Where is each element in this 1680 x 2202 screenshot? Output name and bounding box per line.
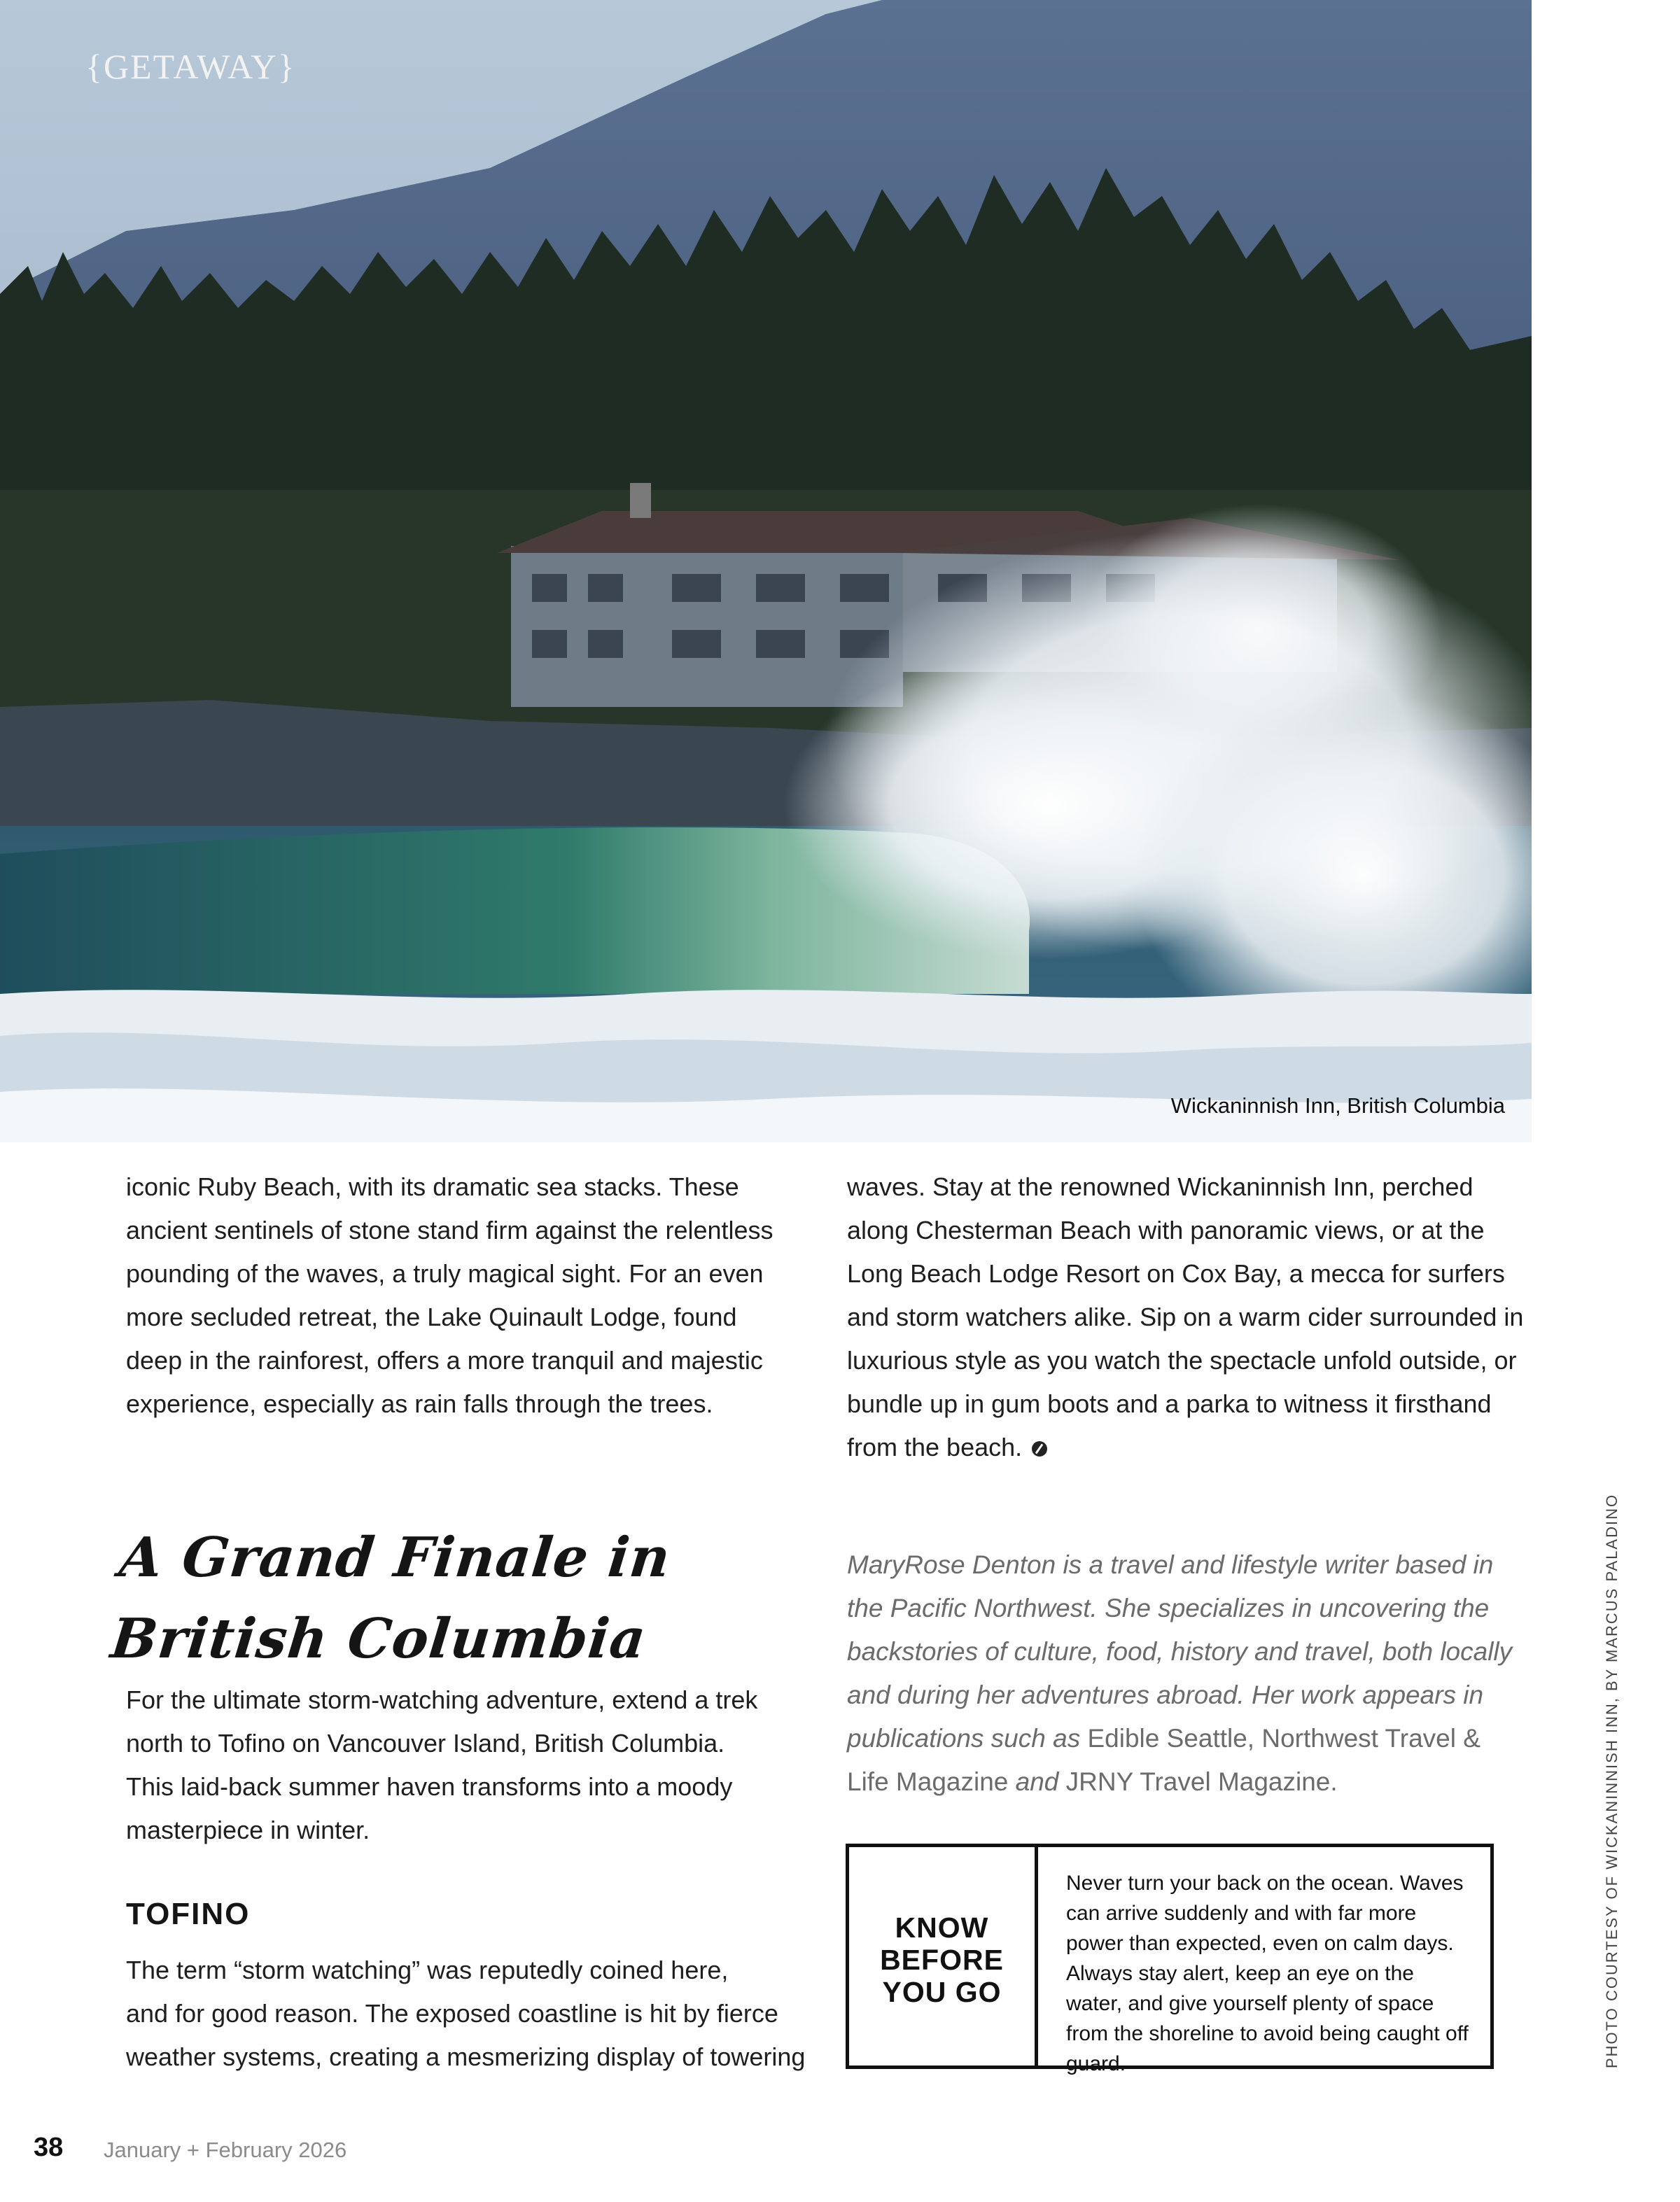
body-line: north to Tofino on Vancouver Island, British Columbia. xyxy=(126,1729,725,1758)
body-line: Long Beach Lodge Resort on Cox Bay, a mecca for surfers xyxy=(847,1259,1505,1288)
tip-box-label-line: YOU GO xyxy=(882,1976,1002,2008)
photo-credit: PHOTO COURTESY OF WICKANINNISH INN, BY MARCUS PALADINO xyxy=(1603,1493,1620,2068)
bio-line xyxy=(847,1630,1533,1674)
bio-line xyxy=(847,1717,1533,1760)
publication-name: JRNY Travel Magazine xyxy=(1065,1767,1331,1796)
body-line: along Chesterman Beach with panoramic views, or at the xyxy=(847,1216,1485,1244)
end-of-article-icon xyxy=(1032,1441,1047,1457)
body-line: pounding of the waves, a truly magical sight. For an even xyxy=(126,1259,764,1288)
section-heading-line: A Grand Finale in xyxy=(116,1526,674,1590)
body-line: more secluded retreat, the Lake Quinault Lodge, found xyxy=(126,1303,737,1331)
tip-box-label-line: KNOW xyxy=(895,1912,989,1944)
know-before-you-go-box xyxy=(846,1844,1494,2075)
body-line: ancient sentinels of stone stand firm against the relentless xyxy=(126,1216,774,1244)
body-line: This laid-back summer haven transforms into a moody xyxy=(126,1772,733,1801)
bio-line xyxy=(847,1543,1533,1587)
bio-text: and during her adventures abroad. Her work appears in xyxy=(847,1681,1484,1709)
photo-caption: Wickaninnish Inn, British Columbia xyxy=(1170,1093,1505,1118)
body-line: experience, especially as rain falls through the trees. xyxy=(126,1389,713,1418)
body-line: waves. Stay at the renowned Wickaninnish Inn, perched xyxy=(847,1172,1474,1201)
body-line: For the ultimate storm-watching adventure, extend a trek xyxy=(126,1685,758,1714)
article-right-column-top xyxy=(847,1165,1533,1469)
section-heading-line: British Columbia xyxy=(108,1607,650,1671)
bio-text: . xyxy=(1330,1767,1338,1796)
body-line: luxurious style as you watch the spectacle unfold outside, or xyxy=(847,1346,1517,1375)
author-bio xyxy=(847,1543,1533,1804)
publication-name: Life Magazine xyxy=(847,1767,1009,1796)
body-line: The term “storm watching” was reputedly coined here, xyxy=(126,1956,729,1984)
bio-line xyxy=(847,1587,1533,1630)
publication-name: Edible Seattle, Northwest Travel & xyxy=(1087,1724,1480,1753)
issue-date: January + February 2026 xyxy=(104,2138,347,2162)
bio-text: the Pacific Northwest. She specializes in uncovering the xyxy=(847,1594,1490,1622)
hero-photo xyxy=(0,0,1532,1142)
section-heading xyxy=(107,1517,754,1680)
body-line: weather systems, creating a mesmerizing display of towering xyxy=(126,2042,806,2071)
body-line-last xyxy=(847,1426,1533,1469)
body-line: masterpiece in winter. xyxy=(126,1816,370,1844)
section-tag: {GETAWAY} xyxy=(85,47,296,86)
bio-line xyxy=(847,1674,1533,1717)
body-line: deep in the rainforest, offers a more tranquil and majestic xyxy=(126,1346,763,1375)
article-intro xyxy=(126,1678,812,1852)
tip-box-label-line: BEFORE xyxy=(880,1944,1004,1976)
hero-photo-illustration xyxy=(0,0,1532,1142)
body-line: bundle up in gum boots and a parka to witness it firsthand xyxy=(847,1389,1492,1418)
bio-text: MaryRose Denton is a travel and lifestyle writer based in xyxy=(847,1550,1494,1579)
body-line: and for good reason. The exposed coastline is hit by fierce xyxy=(126,1999,778,2028)
subheading-tofino: TOFINO xyxy=(126,1897,251,1931)
body-line: and storm watchers alike. Sip on a warm cider surrounded in xyxy=(847,1303,1524,1331)
page-number: 38 xyxy=(34,2133,64,2162)
bio-text: publications such as xyxy=(847,1724,1088,1753)
body-line: iconic Ruby Beach, with its dramatic sea stacks. These xyxy=(126,1172,739,1201)
tip-box-text: Never turn your back on the ocean. Waves can arrive suddenly and with far more power than expected, even on calm days. Always stay alert, keep an eye on the water, and give yourself plenty of space from the shoreline to avoid being caught off guard. xyxy=(1066,1872,1469,2075)
bio-text: backstories of culture, food, history and travel, both locally xyxy=(847,1637,1513,1666)
body-line-text: from the beach. xyxy=(847,1433,1023,1461)
article-tofino-text xyxy=(126,1949,819,2079)
bio-line xyxy=(847,1760,1533,1804)
bio-text: and xyxy=(1008,1767,1066,1796)
tip-box-label xyxy=(849,1847,1038,2066)
article-left-column-top xyxy=(126,1165,812,1426)
